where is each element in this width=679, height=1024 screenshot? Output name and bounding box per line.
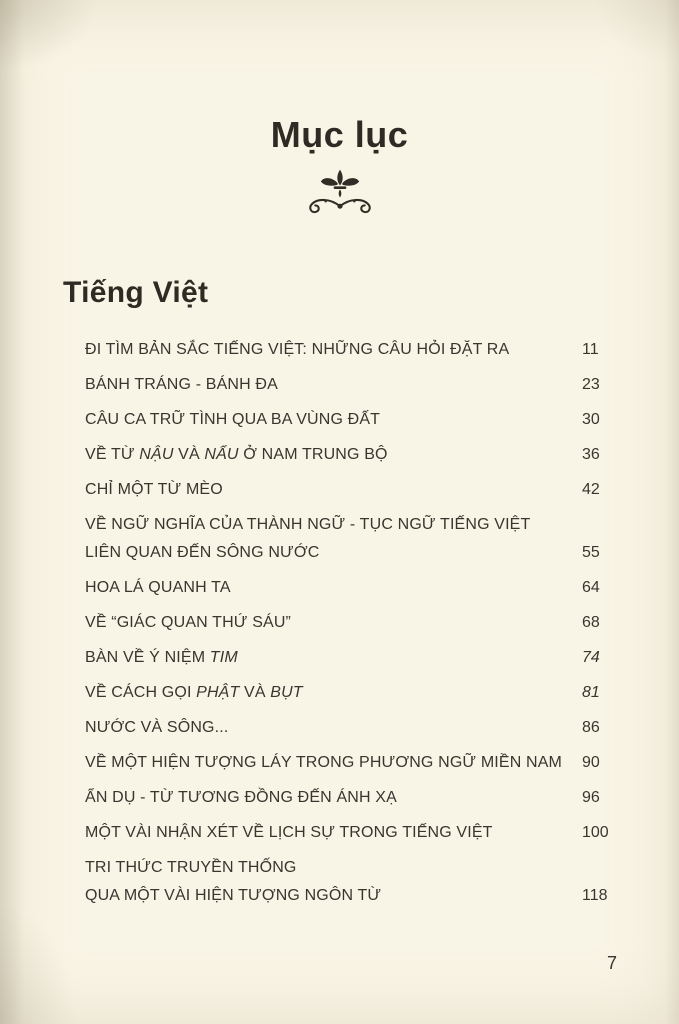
toc-entry [85, 749, 618, 777]
toc-entry-page: 68 [582, 614, 600, 631]
toc-entry-title: BÁNH TRÁNG - BÁNH ĐA [85, 376, 278, 393]
toc-entry-page: 64 [582, 579, 600, 596]
toc-entry-title: VỀ “GIÁC QUAN THỨ SÁU” [85, 614, 292, 631]
toc-entry-title: TRI THỨC TRUYỀN THỐNG QUA MỘT VÀI HIỆN TƯỢNG NGÔN TỪ [85, 859, 382, 904]
toc-list [85, 336, 618, 910]
toc-entry [85, 336, 618, 364]
toc-entry-title: VỀ MỘT HIỆN TƯỢNG LÁY TRONG PHƯƠNG NGỮ MIỀN NAM [85, 754, 563, 771]
toc-entry [85, 609, 618, 637]
toc-entry-page: 86 [582, 719, 600, 736]
toc-entry-page: 23 [582, 376, 600, 393]
toc-entry-title: NƯỚC VÀ SÔNG... [85, 719, 229, 736]
toc-entry [85, 854, 618, 910]
toc-entry-page: 96 [582, 789, 600, 806]
toc-entry-page: 81 [582, 684, 600, 701]
toc-entry-page: 55 [582, 544, 600, 561]
toc-entry [85, 784, 618, 812]
ornament-container [0, 168, 679, 226]
toc-entry-title: CHỈ MỘT TỪ MÈO [85, 481, 223, 498]
toc-entry-title: HOA LÁ QUANH TA [85, 579, 231, 596]
toc-entry-page: 42 [582, 481, 600, 498]
toc-entry [85, 476, 618, 504]
page-title: Mục lục [270, 114, 409, 155]
toc-entry [85, 406, 618, 434]
toc-entry-title: VỀ TỪ NẬU VÀ NẨU Ở NAM TRUNG BỘ [85, 446, 388, 463]
toc-entry-page: 118 [582, 887, 608, 904]
toc-entry [85, 679, 618, 707]
toc-entry [85, 441, 618, 469]
toc-entry-page: 30 [582, 411, 600, 428]
toc-entry-title: VỀ CÁCH GỌI PHẬT VÀ BỤT [85, 684, 303, 701]
toc-entry-page: 11 [582, 341, 599, 358]
toc-entry-title: ẨN DỤ - TỪ TƯƠNG ĐỒNG ĐẾN ÁNH XẠ [85, 789, 397, 806]
toc-entry-page: 100 [582, 824, 609, 841]
toc-entry [85, 714, 618, 742]
toc-entry-title: MỘT VÀI NHẬN XÉT VỀ LỊCH SỰ TRONG TIẾNG VIỆT [85, 824, 493, 841]
toc-entry [85, 371, 618, 399]
toc-entry-title: CÂU CA TRỮ TÌNH QUA BA VÙNG ĐẤT [85, 411, 381, 428]
section-heading: Tiếng Việt [63, 276, 209, 309]
toc-entry [85, 574, 618, 602]
fleur-de-lis-ornament-icon [284, 168, 396, 219]
toc-entry-page: 36 [582, 446, 600, 463]
toc-entry-page: 74 [582, 649, 600, 666]
toc-entry-title: ĐI TÌM BẢN SẮC TIẾNG VIỆT: NHỮNG CÂU HỎI ĐẶT RA [85, 341, 510, 358]
toc-entry [85, 819, 618, 847]
toc-entry-title: VỀ NGỮ NGHĨA CỦA THÀNH NGỮ - TỤC NGỮ TIẾNG VIỆT LIÊN QUAN ĐẾN SÔNG NƯỚC [85, 516, 531, 561]
toc-entry-title: BÀN VỀ Ý NIỆM TIM [85, 649, 238, 666]
toc-entry-page: 90 [582, 754, 600, 771]
toc-entry [85, 644, 618, 672]
toc-entry [85, 511, 618, 567]
folio-page-number: 7 [606, 953, 617, 973]
